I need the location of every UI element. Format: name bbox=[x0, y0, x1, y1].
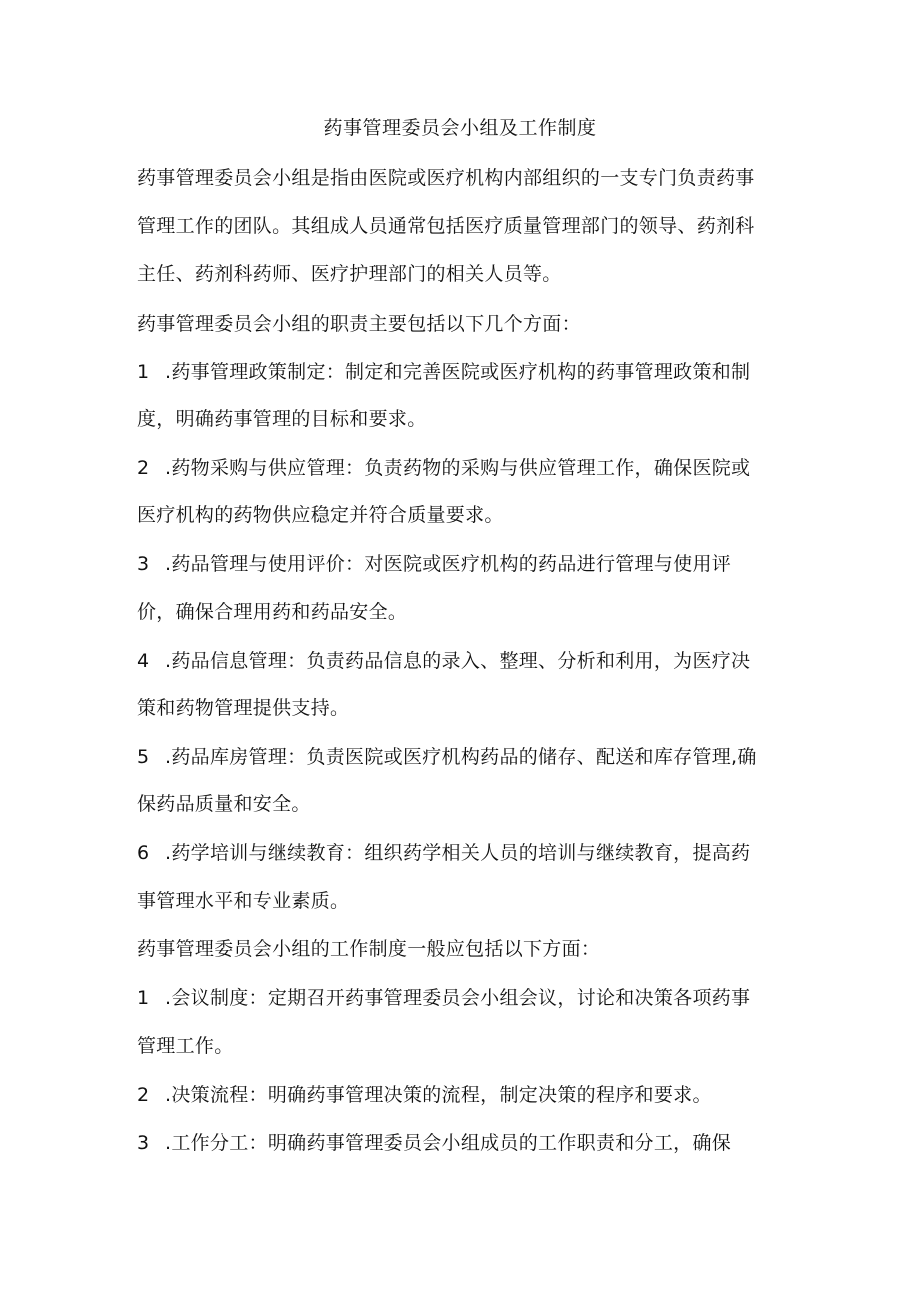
duty-item-6 bbox=[137, 838, 797, 868]
item-number: 3 bbox=[137, 553, 150, 575]
intro-line: 药事管理委员会小组是指由医院或医疗机构内部组织的一支专门负责药事 bbox=[137, 167, 755, 189]
duty-item-5 bbox=[137, 742, 797, 772]
system-item-1 bbox=[137, 983, 797, 1013]
item-number: 2 bbox=[137, 1084, 150, 1106]
duty-item-3 bbox=[137, 549, 797, 579]
item-text: .药品管理与使用评价：对医院或医疗机构的药品进行管理与使用评 bbox=[165, 553, 732, 575]
item-text: .药物采购与供应管理：负责药物的采购与供应管理工作，确保医院或 bbox=[165, 457, 751, 479]
system-item-1-cont: 管理工作。 bbox=[137, 1035, 234, 1057]
document-title: 药事管理委员会小组及工作制度 bbox=[323, 117, 597, 139]
item-number: 4 bbox=[137, 650, 150, 672]
item-number: 5 bbox=[137, 746, 150, 768]
item-text: .工作分工：明确药事管理委员会小组成员的工作职责和分工，确保 bbox=[165, 1132, 732, 1154]
item-text: .药事管理政策制定：制定和完善医院或医疗机构的药事管理政策和制 bbox=[165, 361, 751, 383]
intro-line: 主任、药剂科药师、医疗护理部门的相关人员等。 bbox=[137, 263, 562, 285]
duty-item-4 bbox=[137, 646, 797, 676]
item-text: .药品信息管理：负责药品信息的录入、整理、分析和利用，为医疗决 bbox=[165, 650, 751, 672]
duty-item-4-cont: 策和药物管理提供支持。 bbox=[137, 697, 350, 719]
item-number: 3 bbox=[137, 1132, 150, 1154]
item-number: 1 bbox=[137, 361, 150, 383]
system-item-3 bbox=[137, 1128, 797, 1158]
item-number: 2 bbox=[137, 457, 150, 479]
duty-item-1 bbox=[137, 357, 797, 387]
duty-item-2 bbox=[137, 453, 797, 483]
intro-line: 管理工作的团队。其组成人员通常包括医疗质量管理部门的领导、药剂科 bbox=[137, 215, 755, 237]
item-text: .会议制度：定期召开药事管理委员会小组会议，讨论和决策各项药事 bbox=[165, 987, 751, 1009]
duty-item-5-cont: 保药品质量和安全。 bbox=[137, 793, 311, 815]
item-text: .药学培训与继续教育：组织药学相关人员的培训与继续教育，提高药 bbox=[165, 842, 751, 864]
item-text: .决策流程：明确药事管理决策的流程，制定决策的程序和要求。 bbox=[165, 1084, 712, 1106]
duty-item-3-cont: 价，确保合理用药和药品安全。 bbox=[137, 601, 408, 623]
item-text: .药品库房管理：负责医院或医疗机构药品的储存、配送和库存管理,确 bbox=[165, 746, 757, 768]
duties-heading: 药事管理委员会小组的职责主要包括以下几个方面： bbox=[137, 313, 581, 335]
duty-item-2-cont: 医疗机构的药物供应稳定并符合质量要求。 bbox=[137, 504, 504, 526]
item-number: 6 bbox=[137, 842, 150, 864]
system-heading: 药事管理委员会小组的工作制度一般应包括以下方面： bbox=[137, 938, 601, 960]
duty-item-6-cont: 事管理水平和专业素质。 bbox=[137, 890, 350, 912]
system-item-2 bbox=[137, 1080, 797, 1110]
item-number: 1 bbox=[137, 987, 150, 1009]
duty-item-1-cont: 度，明确药事管理的目标和要求。 bbox=[137, 408, 427, 430]
